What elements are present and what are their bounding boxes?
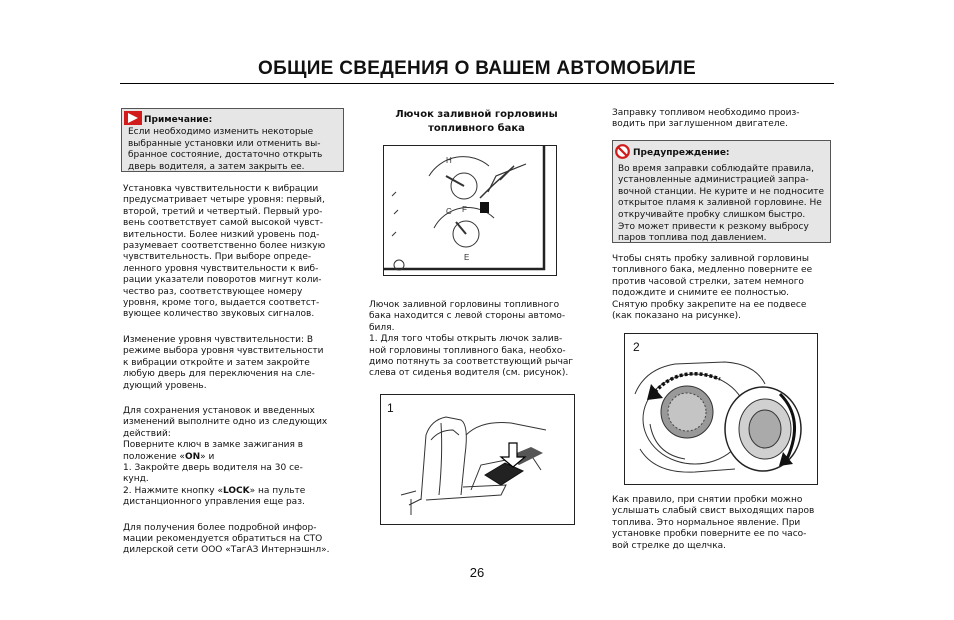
section-title: Лючок заливной горловины топливного бака [395, 109, 558, 134]
left-column-text [123, 184, 340, 557]
figure-number: 1 [387, 401, 394, 415]
text-line: предусматривает четыре уровня: первый, [123, 195, 325, 206]
right-column-text [612, 254, 828, 322]
warning-heading: Предупреждение: [633, 148, 730, 158]
text-line: 2. Нажмите кнопку «LOCK» на пульте [123, 485, 306, 496]
text-line: слева от сиденья водителя (см. рисунок). [369, 368, 569, 379]
text-line: ной горловины топливного бака, необхо- [369, 345, 566, 356]
text-line: дующий уровень. [123, 380, 207, 391]
warning-line: Это может привести к резкому выбросу [618, 221, 809, 232]
right-column-intro [612, 108, 828, 131]
seat-lever-figure [380, 394, 575, 525]
text-line: водить при заглушенном двигателе. [612, 119, 788, 130]
text-line: Изменение уровня чувствительности: В [123, 334, 314, 345]
text-line: вой стрелке до щелчка. [612, 540, 727, 551]
gauge-label-full: F [462, 205, 467, 214]
text-line: рации указатели поворотов мигнут коли- [123, 275, 322, 286]
gauge-label-cold: C [446, 207, 452, 216]
text-line: к вибрации откройте и затем закройте [123, 357, 310, 368]
text-line: любую дверь для переключения на сле- [123, 369, 315, 380]
note-line: Если необходимо изменить некоторые [128, 127, 314, 138]
warning-line: открытое пламя к заливной горловине. Не [618, 198, 822, 209]
warning-line: Во время заправки соблюдайте правила, [618, 163, 814, 174]
text-line: Для сохранения установок и введенных [123, 405, 315, 416]
keyword-lock: LOCK [222, 485, 250, 496]
note-line: бранное состояние, достаточно открыть [128, 150, 323, 161]
text-line: Снятую пробку закрепите на ее подвесе [612, 299, 807, 310]
text-line: подождите и снимите ее полностью. [612, 288, 790, 299]
text-line: ленного уровня чувствительности к виб- [123, 263, 319, 274]
warning-box [612, 140, 831, 243]
warning-line: паров топлива под давлением. [618, 233, 767, 244]
text-line: разумевает соответственно более низкую [123, 241, 326, 252]
text-line: 1. Для того чтобы открыть лючок залив- [369, 334, 563, 345]
text-line: топлива. Это нормальное явление. При [612, 517, 801, 528]
text-line: изменений выполните одно из следующих [123, 417, 328, 428]
figure-number: 2 [633, 340, 640, 354]
text-line: Для получения более подробной инфор- [123, 522, 317, 533]
fuel-gauge-figure [383, 145, 557, 276]
fuel-cap-figure [624, 333, 818, 485]
fuel-pump-icon [480, 202, 489, 213]
text-line: бака находится с левой стороны автомо- [369, 311, 566, 322]
text-line: второй, третий и четвертый. Первый уро- [123, 206, 323, 217]
text-line: дистанционного управления еще раз. [123, 497, 305, 508]
text-line: чувствительность. При выборе опреде- [123, 252, 312, 263]
gauge-label-empty: E [464, 253, 470, 262]
note-line: выбранные установки или отменить вы- [128, 138, 321, 149]
keyword-on: ON [184, 451, 201, 462]
text-line: положение «ON» и [123, 451, 215, 462]
note-heading: Примечание: [144, 114, 213, 125]
text-line: установке пробки поверните ее по часо- [612, 529, 807, 540]
text-line: топливного бака, медленно поверните ее [612, 265, 813, 276]
seat-lever-illustration [381, 395, 574, 524]
note-line: дверь водителя, а затем закрыть ее. [128, 161, 305, 172]
text-line: вующее количество звуковых сигналов. [123, 309, 315, 320]
text-line: режиме выбора уровня чувствительности [123, 346, 324, 357]
text-line: Лючок заливной горловины топливного [369, 300, 560, 310]
text-line: (как показано на рисунке). [612, 311, 741, 322]
fuel-gauge-illustration [384, 146, 556, 275]
warning-line: откручивайте пробку слишком быстро. [618, 209, 806, 220]
prohibition-icon [615, 144, 630, 164]
text-line: вень соответствует самой высокой чувст- [123, 218, 324, 229]
text-line: димо потянуть за соответствующий рычаг [369, 357, 574, 368]
warning-line: установленные администрацией запра- [618, 175, 809, 186]
text-line: Как правило, при снятии пробки можно [612, 495, 803, 505]
text-line: Чтобы снять пробку заливной горловины [612, 254, 810, 264]
text-line: услышать слабый свист выходящих паров [612, 506, 815, 517]
text-line: чество раз, соответствующее номеру [123, 286, 303, 297]
text-line: биля. [369, 322, 395, 333]
warning-line: вочной станции. Не курите и не подносите [618, 186, 825, 197]
text-line: Заправку топливом необходимо произ- [612, 108, 800, 118]
text-line: Поверните ключ в замке зажигания в [123, 440, 304, 451]
text-line: дилерской сети ООО «ТагАЗ Интернэшнл». [123, 545, 330, 556]
text-line: кунд. [123, 474, 149, 485]
middle-column-text [369, 300, 583, 380]
text-line: 1. Закройте дверь водителя на 30 се- [123, 462, 303, 473]
note-box [121, 108, 344, 172]
page-number: 26 [469, 565, 485, 580]
text-line: вительности. Более низкий уровень под- [123, 229, 320, 240]
gauge-label-hot: H [446, 156, 452, 165]
text-line: Установка чувствительности к вибрации [123, 184, 319, 194]
fuel-cap-illustration [625, 334, 817, 484]
text-line: мации рекомендуется обратиться на СТО [123, 533, 323, 544]
title-divider [120, 83, 834, 84]
text-line: действий: [123, 428, 171, 439]
page-title: ОБЩИЕ СВЕДЕНИЯ О ВАШЕМ АВТОМОБИЛЕ [258, 58, 696, 79]
text-line: против часовой стрелки, затем немного [612, 276, 804, 287]
text-line: уровня, кроме того, выдается соответст- [123, 298, 320, 309]
right-column-outro [612, 495, 828, 552]
